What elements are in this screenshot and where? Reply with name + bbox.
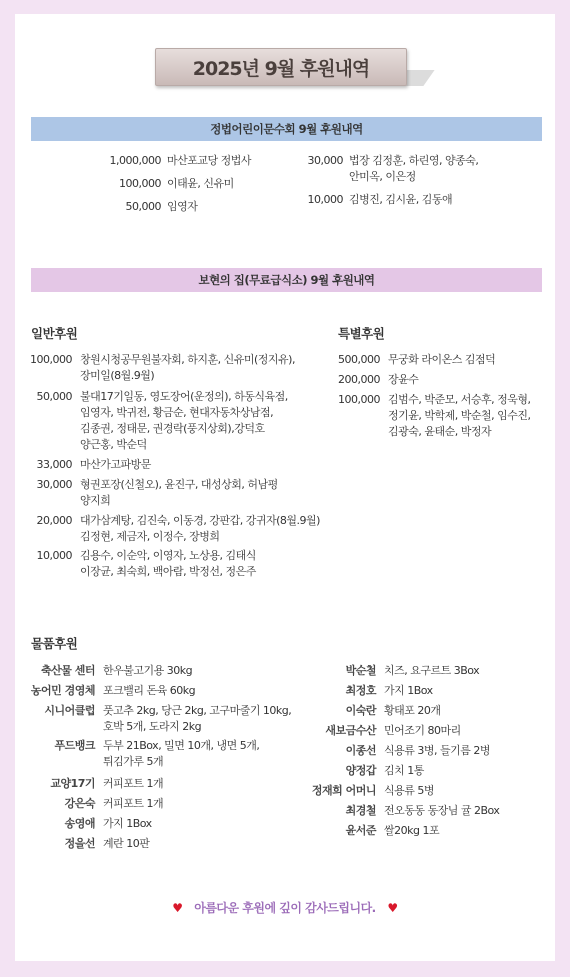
list-item	[100, 176, 234, 192]
amount: 100,000	[30, 353, 72, 366]
list-item	[28, 389, 288, 453]
donor-name: 시니어클럽	[44, 704, 95, 717]
donor-name: 축산물 센터	[41, 664, 95, 677]
list-item	[28, 477, 278, 509]
donated-items	[103, 703, 291, 735]
heart-icon: ♥	[387, 901, 398, 915]
donor-line: 양지희	[80, 494, 111, 507]
list-item	[336, 372, 418, 388]
heart-icon: ♥	[172, 901, 183, 915]
thanks-message	[0, 899, 570, 916]
donated-items	[103, 738, 259, 770]
donated-items: 포크밸리 돈육 60kg	[103, 684, 196, 697]
donor-name: 농어민 경영체	[30, 684, 95, 697]
amount: 30,000	[36, 478, 72, 491]
donor-names: 마산가고파방문	[80, 458, 151, 471]
item-line: 호박 5개, 도라지 2kg	[103, 720, 202, 733]
donated-items: 식용류 5병	[384, 784, 434, 797]
donated-items: 계란 10판	[103, 837, 150, 850]
donor-line: 정기윤, 박학제, 박순철, 임수진,	[388, 409, 531, 422]
amount: 30,000	[307, 154, 343, 167]
goods-donation-heading: 물품후원	[31, 636, 78, 651]
amount: 100,000	[338, 393, 380, 406]
donor-line: 법장 김정훈, 하린영, 양종숙,	[349, 154, 479, 167]
special-donation-heading: 특별후원	[338, 326, 385, 341]
list-item	[28, 513, 320, 545]
donor-name: 최정호	[345, 684, 376, 697]
donor-names: 장윤수	[388, 373, 419, 386]
donor-line: 김정현, 제금자, 이정수, 장병희	[80, 530, 220, 543]
list-item	[320, 743, 490, 759]
list-item	[28, 738, 259, 770]
list-item	[320, 683, 433, 699]
list-item	[28, 548, 256, 580]
general-donation-heading: 일반후원	[31, 326, 78, 341]
donor-name: 송영애	[64, 817, 95, 830]
donor-name: 정재희 어머니	[311, 784, 376, 797]
donor-line: 김범수, 박준모, 서승후, 정욱형,	[388, 393, 531, 406]
page-title: 2025년 9월 후원내역	[155, 48, 407, 86]
amount: 10,000	[36, 549, 72, 562]
list-item	[311, 783, 434, 799]
list-item	[320, 803, 499, 819]
donor-names: 마산포교당 정법사	[167, 154, 252, 167]
donor-line: 양근홍, 박순덕	[80, 438, 147, 451]
amount: 200,000	[338, 373, 380, 386]
donor-name: 푸드뱅크	[54, 739, 95, 752]
amount: 20,000	[36, 514, 72, 527]
title-banner	[155, 48, 430, 92]
item-line: 두부 21Box, 밀면 10개, 냉면 5개,	[103, 739, 260, 752]
donor-name: 윤서준	[345, 824, 376, 837]
amount: 500,000	[338, 353, 380, 366]
donor-line: 창원시청공무원불자회, 하지훈, 신유미(정지유),	[80, 353, 295, 366]
donor-name: 양정갑	[345, 764, 376, 777]
donor-names	[349, 153, 478, 185]
donor-names: 김병진, 김시윤, 김동애	[349, 193, 453, 206]
list-item	[28, 663, 192, 679]
donor-name: 정을선	[64, 837, 95, 850]
list-item	[320, 723, 461, 739]
section1-heading: 정법어린이문수회 9월 후원내역	[31, 117, 542, 141]
donor-line: 김용수, 이순악, 이영자, 노상용, 김태식	[80, 549, 256, 562]
donor-names: 무궁화 라이온스 김점덕	[388, 353, 496, 366]
list-item	[336, 352, 495, 368]
donor-name: 박순철	[345, 664, 376, 677]
list-item	[28, 703, 291, 735]
amount: 100,000	[119, 177, 161, 190]
donor-line: 김종권, 정태문, 권경락(풍지상회),강덕호	[80, 422, 265, 435]
list-item	[28, 683, 195, 699]
donated-items: 커피포트 1개	[103, 777, 164, 790]
donated-items: 가지 1Box	[384, 684, 433, 697]
donated-items: 식용류 3병, 들기름 2병	[384, 744, 490, 757]
donor-names	[80, 477, 278, 509]
list-item	[100, 153, 251, 169]
donor-names: 이태윤, 신유미	[167, 177, 234, 190]
list-item	[320, 823, 439, 839]
donor-line: 형권포장(신철오), 윤진구, 대성상회, 허남평	[80, 478, 278, 491]
donor-line: 대가삼계탕, 김진숙, 이동경, 강판갑, 강귀자(8월.9월)	[80, 514, 320, 527]
list-item	[28, 816, 152, 832]
list-item	[320, 663, 479, 679]
list-item	[297, 153, 478, 185]
donor-name: 강은숙	[64, 797, 95, 810]
donor-names: 임영자	[167, 200, 198, 213]
amount: 50,000	[36, 390, 72, 403]
donor-line: 이장균, 최숙희, 백아람, 박정선, 정은주	[80, 565, 256, 578]
list-item	[28, 836, 149, 852]
donated-items: 커피포트 1개	[103, 797, 164, 810]
donor-names	[388, 392, 531, 440]
donor-name: 이종선	[345, 744, 376, 757]
amount: 50,000	[125, 200, 161, 213]
list-item	[28, 352, 295, 384]
amount: 1,000,000	[109, 154, 161, 167]
list-item	[28, 796, 163, 812]
list-item	[320, 703, 441, 719]
amount: 33,000	[36, 458, 72, 471]
donated-items: 민어조기 80마리	[384, 724, 461, 737]
donor-name: 최경철	[345, 804, 376, 817]
donated-items: 쌀20kg 1포	[384, 824, 440, 837]
list-item	[100, 199, 197, 215]
amount: 10,000	[307, 193, 343, 206]
donated-items: 치즈, 요구르트 3Box	[384, 664, 480, 677]
donor-name: 교양17기	[50, 777, 95, 790]
donor-names	[80, 389, 288, 453]
list-item	[28, 457, 151, 473]
donor-line: 불대17기일동, 영도장어(운정의), 하동식육점,	[80, 390, 288, 403]
donor-names	[80, 513, 320, 545]
donated-items: 김치 1통	[384, 764, 424, 777]
donor-line: 장미일(8월.9월)	[80, 369, 155, 382]
thanks-text: 아름다운 후원에 깊이 감사드립니다.	[194, 901, 376, 915]
donated-items: 전오동동 동장님 귤 2Box	[384, 804, 500, 817]
item-line: 튀김가루 5개	[103, 755, 164, 768]
donor-name: 새보금수산	[325, 724, 376, 737]
donated-items: 한우불고기용 30kg	[103, 664, 193, 677]
donor-name: 이숙란	[345, 704, 376, 717]
donor-names	[80, 352, 295, 384]
donated-items: 가지 1Box	[103, 817, 152, 830]
list-item	[297, 192, 452, 208]
item-line: 풋고추 2kg, 당근 2kg, 고구마줄기 10kg,	[103, 704, 292, 717]
donor-line: 김광숙, 윤태순, 박정자	[388, 425, 492, 438]
list-item	[320, 763, 424, 779]
donated-items: 황태포 20개	[384, 704, 441, 717]
list-item	[28, 776, 163, 792]
donor-line: 임영자, 박귀전, 황금순, 현대자동차상남점,	[80, 406, 274, 419]
donor-line: 안미옥, 이은정	[349, 170, 416, 183]
section2-heading: 보현의 집(무료급식소) 9월 후원내역	[31, 268, 542, 292]
donor-names	[80, 548, 256, 580]
list-item	[336, 392, 531, 440]
